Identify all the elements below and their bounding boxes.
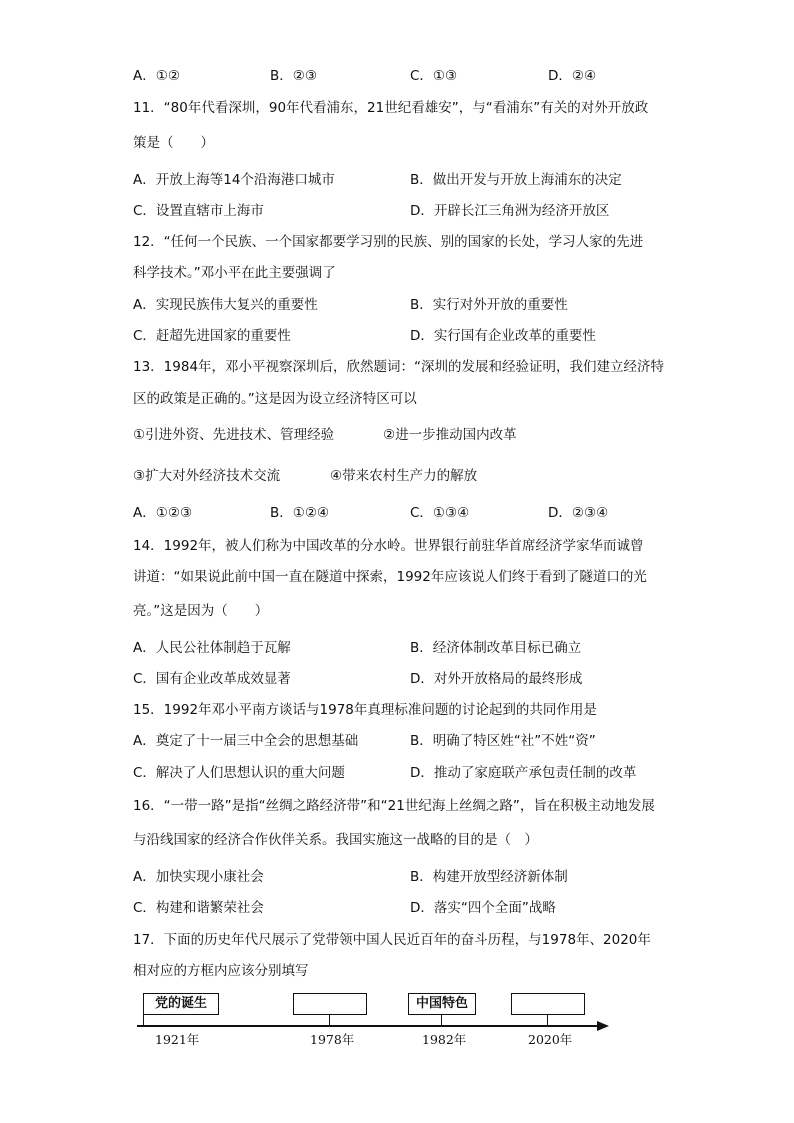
q11-option-a: A．开放上海等14个沿海港口城市: [133, 172, 335, 188]
question-13-line-2: 区的政策是正确的。”这是因为设立经济特区可以: [133, 391, 417, 407]
q16-option-d: D．落实“四个全面”战略: [410, 900, 556, 916]
timeline-year-1982: 1982年: [422, 1032, 467, 1047]
q16-option-a: A．加快实现小康社会: [133, 869, 264, 885]
timeline-box-1982: 中国特色: [408, 993, 476, 1015]
q13-item-3: ③扩大对外经济技术交流: [133, 468, 281, 484]
q16-option-c: C．构建和谐繁荣社会: [133, 900, 264, 916]
q14-option-d: D．对外开放格局的最终形成: [410, 671, 583, 687]
q12-option-d: D．实行国有企业改革的重要性: [410, 328, 596, 344]
q13-option-c: C．①③④: [410, 505, 470, 521]
timeline-year-1978: 1978年: [310, 1032, 355, 1047]
q12-option-c: C．赶超先进国家的重要性: [133, 328, 291, 344]
timeline-box-1921: 党的诞生: [143, 993, 219, 1015]
q13-item-4: ④带来农村生产力的解放: [330, 468, 478, 484]
q13-option-b: B．①②④: [270, 505, 330, 521]
q13-option-a: A．①②③: [133, 505, 193, 521]
timeline-box-1978: [293, 993, 367, 1015]
q11-option-c: C．设置直辖市上海市: [133, 203, 264, 219]
question-12-line-1: 12．“任何一个民族、一个国家都要学习别的民族、别的国家的长处，学习人家的先进: [133, 234, 644, 250]
question-15-line-1: 15．1992年邓小平南方谈话与1978年真理标准问题的讨论起到的共同作用是: [133, 702, 597, 718]
q12-option-a: A．实现民族伟大复兴的重要性: [133, 297, 318, 313]
timeline-year-2020: 2020年: [528, 1032, 573, 1047]
q14-option-c: C．国有企业改革成效显著: [133, 671, 291, 687]
q13-option-d: D．②③④: [548, 505, 609, 521]
timeline-axis: [137, 1025, 599, 1027]
question-11-line-1: 11．“80年代看深圳，90年代看浦东，21世纪看雄安”，与“看浦东”有关的对外开放政: [133, 100, 649, 116]
question-17-line-2: 相对应的方框内应该分别填写: [133, 963, 309, 979]
q13-item-1: ①引进外资、先进技术、管理经验: [133, 427, 335, 443]
timeline-box-2020: [511, 993, 585, 1015]
q16-option-b: B．构建开放型经济新体制: [410, 869, 568, 885]
q15-option-a: A．奠定了十一届三中全会的思想基础: [133, 733, 359, 749]
option-a: A．①②: [133, 68, 180, 84]
question-14-line-1: 14．1992年，被人们称为中国改革的分水岭。世界银行前驻华首席经济学家华而诚曾: [133, 538, 644, 554]
q15-option-c: C．解决了人们思想认识的重大问题: [133, 765, 345, 781]
q12-option-b: B．实行对外开放的重要性: [410, 297, 568, 313]
arrow-right-icon: [597, 1021, 609, 1031]
question-16-line-1: 16．“一带一路”是指“丝绸之路经济带”和“21世纪海上丝绸之路”，旨在积极主动地发展: [133, 798, 655, 814]
q14-option-b: B．经济体制改革目标已确立: [410, 640, 582, 656]
q14-option-a: A．人民公社体制趋于瓦解: [133, 640, 291, 656]
q15-option-d: D．推动了家庭联产承包责任制的改革: [410, 765, 637, 781]
question-14-line-2: 讲道：“如果说此前中国一直在隧道中探索，1992年应该说人们终于看到了隧道口的光: [133, 569, 647, 585]
option-c: C．①③: [410, 68, 458, 84]
question-17-line-1: 17．下面的历史年代尺展示了党带领中国人民近百年的奋斗历程，与1978年、2020年: [133, 932, 651, 948]
timeline-year-1921: 1921年: [155, 1032, 200, 1047]
q11-option-b: B．做出开发与开放上海浦东的决定: [410, 172, 622, 188]
question-16-line-2: 与沿线国家的经济合作伙伴关系。我国实施这一战略的目的是（ ）: [133, 832, 538, 848]
q11-option-d: D．开辟长江三角洲为经济开放区: [410, 203, 610, 219]
option-b: B．②③: [270, 68, 317, 84]
history-timeline: [133, 985, 613, 1055]
option-d: D．②④: [548, 68, 597, 84]
question-12-line-2: 科学技术。”邓小平在此主要强调了: [133, 265, 336, 281]
question-14-line-3: 亮。”这是因为（ ）: [133, 603, 269, 619]
q15-option-b: B．明确了特区姓“社”不姓“资”: [410, 733, 596, 749]
question-13-line-1: 13．1984年，邓小平视察深圳后，欣然题词：“深圳的发展和经验证明，我们建立经济特: [133, 359, 665, 375]
question-11-line-2: 策是（ ）: [133, 135, 214, 151]
q13-item-2: ②进一步推动国内改革: [383, 427, 517, 443]
